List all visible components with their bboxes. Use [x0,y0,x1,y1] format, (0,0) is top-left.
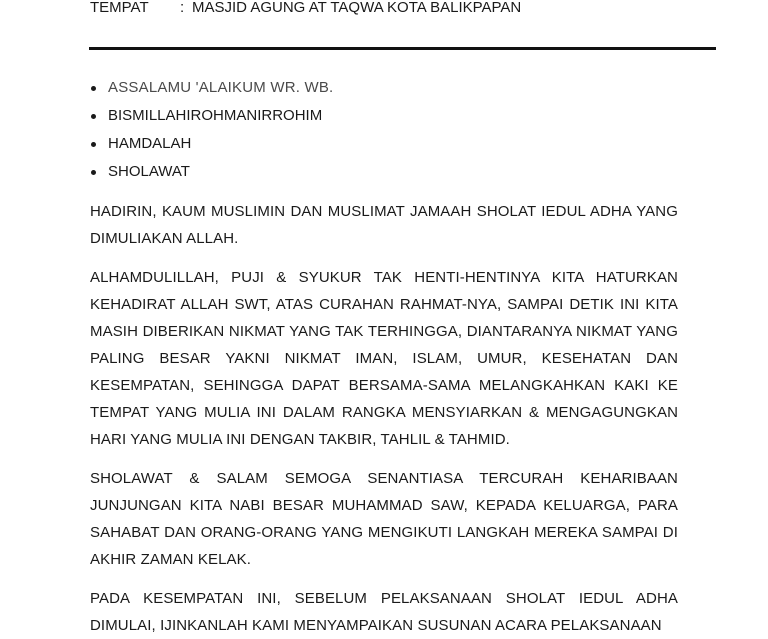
paragraph-agenda-intro: PADA KESEMPATAN INI, SEBELUM PELAKSANAAN SHOLAT IEDUL ADHA DIMULAI, IJINKANLAH KAMI MENYAMPAIKAN SUSUNAN ACARA PELAKSANAAN [90,590,678,634]
location-value: MASJID AGUNG AT TAQWA KOTA BALIKPAPAN [192,0,522,16]
list-item-text: ASSALAMU 'ALAIKUM WR. WB. [108,79,334,96]
paragraph-gratitude: ALHAMDULILLAH, PUJI & SYUKUR TAK HENTI-HENTINYA KITA HATURKAN KEHADIRAT ALLAH SWT, ATAS CURAHAN RAHMAT-NYA, SAMPAI DETIK INI KITA MASIH DIBERIKAN NIKMAT YANG TAK TERHINGGA, DIANTARANYA NIKMAT YANG PALING BESAR YAKNI NIKMAT IMAN, ISLAM, UMUR, KESEHATAN DAN KESEMPATAN, SEHINGGA DAPAT BERSAMA-SAMA MELANGKAHKAN KAKI KE TEMPAT YANG MULIA INI DALAM RANGKA MENSYIARKAN & MENGAGUNGKAN HARI YANG MULIA INI DENGAN TAKBIR, TAHLIL & TAHMID. [90,269,678,448]
list-item-text: SHOLAWAT [108,163,190,180]
list-item [90,133,333,161]
list-item [90,77,333,105]
location-label: TEMPAT [90,0,149,16]
bullet-icon [91,170,96,175]
bullet-icon [91,114,96,119]
location-header [90,0,521,17]
list-item [90,105,333,133]
list-item-text: HAMDALAH [108,135,192,152]
bullet-icon [91,142,96,147]
location-separator: : [180,0,185,16]
header-divider [89,47,716,50]
list-item-text: BISMILLAHIROHMANIRROHIM [108,107,323,124]
list-item [90,161,333,189]
bullet-icon [91,86,96,91]
opening-list [90,77,333,189]
paragraph-sholawat: SHOLAWAT & SALAM SEMOGA SENANTIASA TERCURAH KEHARIBAAN JUNJUNGAN KITA NABI BESAR MUHAMMAD SAW, KEPADA KELUARGA, PARA SAHABAT DAN ORANG-ORANG YANG MENGIKUTI LANGKAH MEREKA SAMPAI DI AKHIR ZAMAN KELAK. [90,470,678,568]
paragraph-greeting: HADIRIN, KAUM MUSLIMIN DAN MUSLIMAT JAMAAH SHOLAT IEDUL ADHA YANG DIMULIAKAN ALLAH. [90,203,678,247]
